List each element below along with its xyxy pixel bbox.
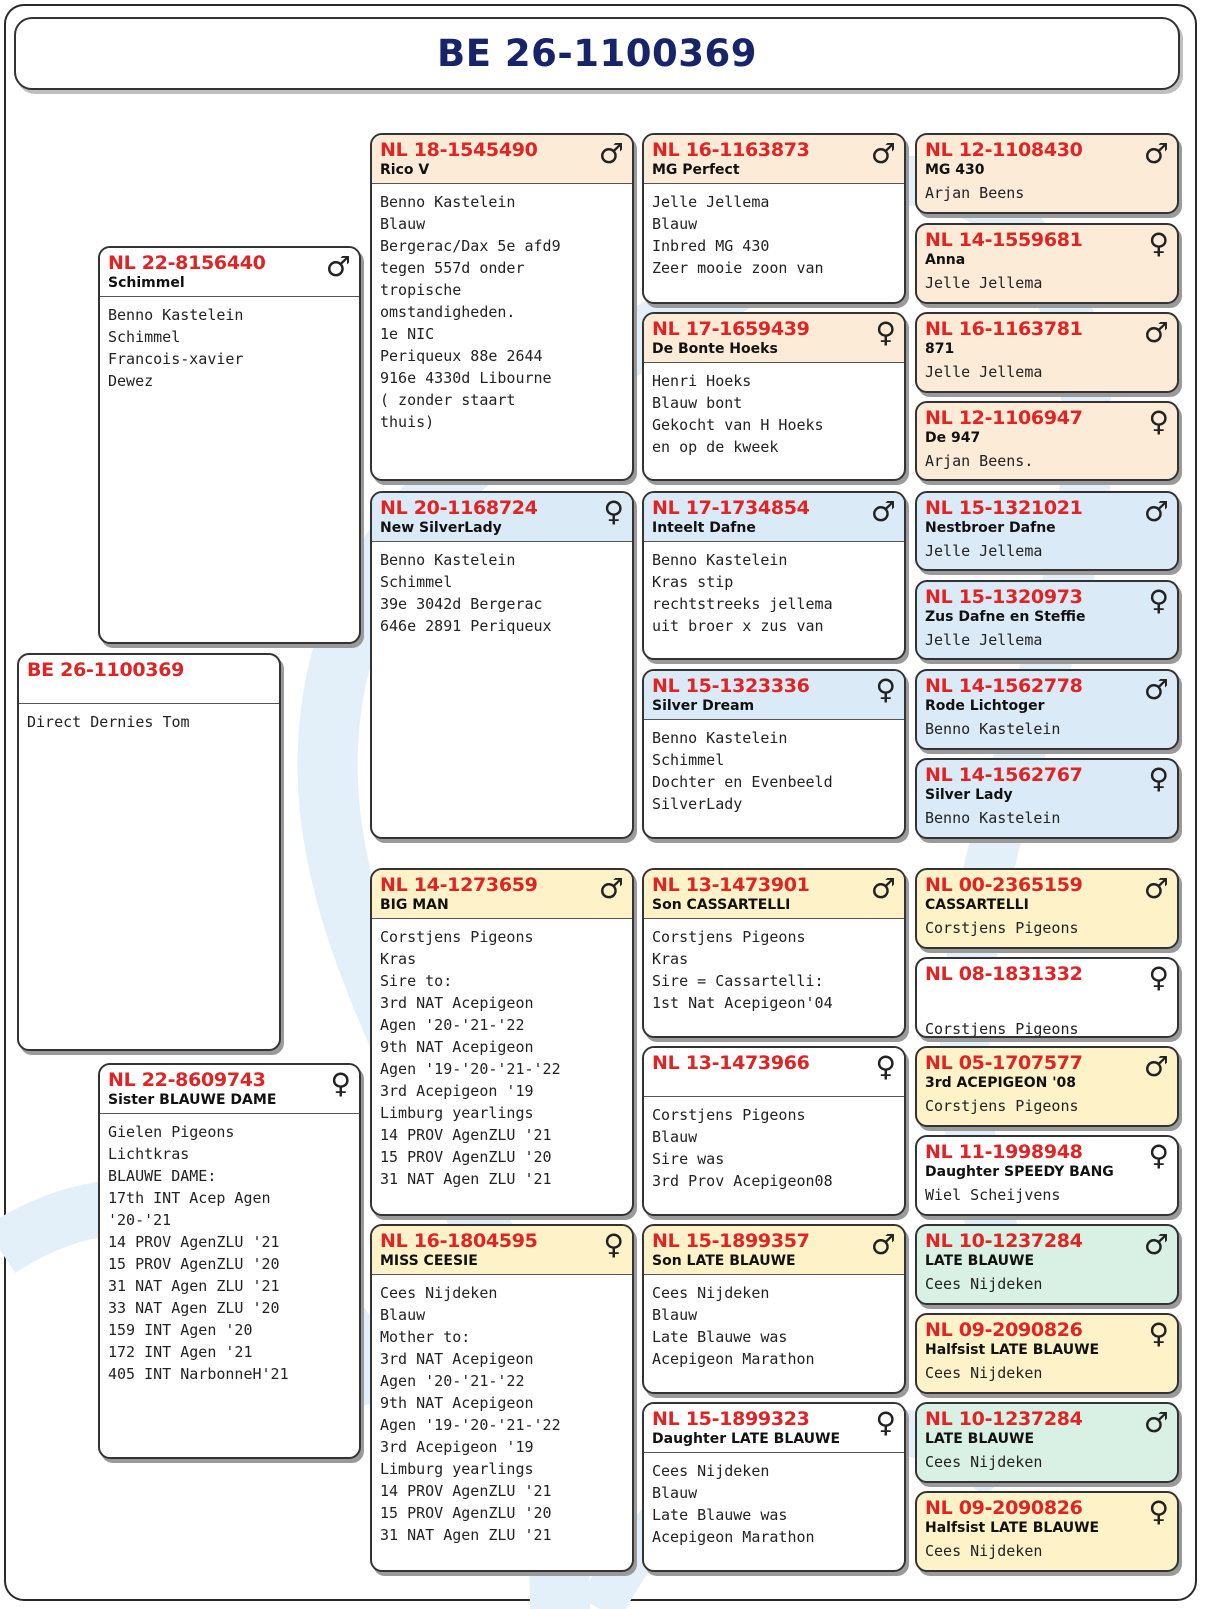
ring-number: NL 15-1899357	[652, 1230, 810, 1252]
pigeon-card-sire-sire	[370, 133, 634, 481]
sex-symbol-icon: ♂	[598, 137, 624, 170]
ring-number: NL 14-1562767	[925, 764, 1083, 786]
ring-number: NL 12-1108430	[925, 139, 1083, 161]
pigeon-name	[917, 985, 1177, 1007]
note-line: '20-'21	[108, 1211, 172, 1229]
sex-symbol-icon: ♂	[870, 137, 896, 170]
card-header	[100, 1065, 359, 1114]
pigeon-name: Silver Lady	[925, 787, 1013, 803]
ring-number: NL 00-2365159	[925, 874, 1083, 896]
sex-symbol-icon: ♀	[1148, 961, 1169, 994]
pigeon-card-dss	[642, 868, 906, 1038]
note-line: Zeer mooie zoon van	[652, 259, 824, 277]
card-notes	[644, 1453, 904, 1548]
pigeon-card-gen4-14	[915, 1313, 1179, 1394]
pigeon-card-gen4-15	[915, 1402, 1179, 1483]
pigeon-card-sss	[642, 133, 906, 304]
note-line: 916e 4330d Libourne	[380, 369, 552, 387]
note-line: Benno Kastelein	[108, 306, 244, 324]
pigeon-name: Son CASSARTELLI	[652, 897, 791, 913]
ring-number: NL 10-1237284	[925, 1408, 1083, 1430]
note-line: Corstjens Pigeons	[925, 1020, 1079, 1038]
note-line: Kras	[652, 950, 689, 968]
note-line: BLAUWE DAME:	[108, 1167, 217, 1185]
note-line: SilverLady	[652, 795, 743, 813]
pigeon-card-gen4-7	[915, 669, 1179, 750]
note-line: Cees Nijdeken	[652, 1284, 770, 1302]
sex-symbol-icon: ♀	[875, 1406, 896, 1439]
sex-symbol-icon: ♂	[1143, 1050, 1169, 1083]
note-line: Dochter en Evenbeeld	[652, 773, 833, 791]
ring-number: NL 18-1545490	[380, 139, 538, 161]
pigeon-name: LATE BLAUWE	[925, 1431, 1035, 1447]
note-line: Limburg yearlings	[380, 1104, 534, 1122]
note-line: 159 INT Agen '20	[108, 1321, 253, 1339]
card-notes	[917, 362, 1177, 382]
sex-symbol-icon: ♀	[875, 673, 896, 706]
note-line: 31 NAT Agen ZLU '21	[380, 1170, 552, 1188]
sex-symbol-icon: ♀	[603, 1228, 624, 1261]
pigeon-card-gen4-5	[915, 491, 1179, 571]
note-line: Dewez	[108, 372, 154, 390]
pigeon-name: Daughter LATE BLAUWE	[652, 1431, 841, 1447]
sex-symbol-icon: ♂	[1143, 872, 1169, 905]
card-header	[917, 1137, 1177, 1185]
note-line: Jelle Jellema	[925, 542, 1043, 560]
note-line: Direct Dernies Tom	[27, 713, 190, 731]
note-line: Late Blauwe was	[652, 1328, 788, 1346]
card-header	[917, 959, 1177, 1007]
note-line: 15 PROV AgenZLU '20	[108, 1255, 280, 1273]
pigeon-name: 871	[925, 341, 955, 357]
pigeon-card-gen4-16	[915, 1491, 1179, 1572]
note-line: tropische	[380, 281, 462, 299]
sex-symbol-icon: ♀	[875, 1050, 896, 1083]
card-header	[372, 870, 632, 919]
ring-number: NL 14-1559681	[925, 229, 1083, 251]
ring-number: NL 15-1320973	[925, 586, 1083, 608]
note-line: Benno Kastelein	[380, 193, 516, 211]
pigeon-name: Zus Dafne en Steffie	[925, 609, 1086, 625]
card-notes	[917, 1274, 1177, 1294]
ring-number: NL 09-2090826	[925, 1319, 1083, 1341]
note-line: Arjan Beens.	[925, 452, 1034, 470]
pigeon-card-gen4-10	[915, 957, 1179, 1038]
note-line: Corstjens Pigeons	[925, 919, 1079, 937]
pigeon-card-gen4-6	[915, 580, 1179, 660]
card-notes	[917, 1096, 1177, 1116]
pigeon-name: MG Perfect	[652, 162, 740, 178]
note-line: Corstjens Pigeons	[652, 1106, 806, 1124]
pigeon-card-sire	[98, 246, 361, 644]
note-line: 3rd NAT Acepigeon	[380, 994, 534, 1012]
pigeon-name: Anna	[925, 252, 966, 268]
note-line: Acepigeon Marathon	[652, 1350, 815, 1368]
pigeon-name: MG 430	[925, 162, 985, 178]
card-header	[644, 135, 904, 184]
note-line: 31 NAT Agen ZLU '21	[108, 1277, 280, 1295]
note-line: tegen 557d onder	[380, 259, 525, 277]
note-line: Cees Nijdeken	[652, 1462, 770, 1480]
note-line: Corstjens Pigeons	[925, 1097, 1079, 1115]
note-line: Mother to:	[380, 1328, 471, 1346]
pigeon-name: Rico V	[380, 162, 430, 178]
ring-number: NL 17-1734854	[652, 497, 810, 519]
ring-number: NL 17-1659439	[652, 318, 810, 340]
note-line: 3rd Acepigeon '19	[380, 1082, 534, 1100]
sex-symbol-icon: ♀	[1148, 762, 1169, 795]
pigeon-card-gen4-3	[915, 312, 1179, 393]
sex-symbol-icon: ♂	[1143, 1406, 1169, 1439]
note-line: Limburg yearlings	[380, 1460, 534, 1478]
card-header	[19, 655, 279, 704]
sex-symbol-icon: ♀	[1148, 227, 1169, 260]
card-notes	[917, 1452, 1177, 1472]
note-line: Cees Nijdeken	[925, 1542, 1043, 1560]
pigeon-name: Nestbroer Dafne	[925, 520, 1056, 536]
note-line: 1e NIC	[380, 325, 435, 343]
note-line: uit broer x zus van	[652, 617, 824, 635]
ring-number: NL 08-1831332	[925, 963, 1083, 985]
ring-number: NL 15-1323336	[652, 675, 810, 697]
note-line: Periqueux 88e 2644	[380, 347, 543, 365]
note-line: omstandigheden.	[380, 303, 516, 321]
pigeon-card-dam	[98, 1063, 361, 1459]
note-line: Jelle Jellema	[652, 193, 770, 211]
note-line: Jelle Jellema	[925, 631, 1043, 649]
ring-number: NL 22-8609743	[108, 1069, 266, 1091]
sex-symbol-icon: ♀	[1148, 1139, 1169, 1172]
pigeon-card-dds	[642, 1224, 906, 1394]
note-line: Blauw bont	[652, 394, 743, 412]
pigeon-card-dsd	[642, 1046, 906, 1216]
card-header	[917, 403, 1177, 451]
pigeon-name: BIG MAN	[380, 897, 449, 913]
note-line: Blauw	[652, 1128, 698, 1146]
note-line: Sire to:	[380, 972, 453, 990]
card-notes	[917, 273, 1177, 293]
pigeon-name: Sister BLAUWE DAME	[108, 1092, 277, 1108]
sex-symbol-icon: ♀	[1148, 405, 1169, 438]
pigeon-name: Son LATE BLAUWE	[652, 1253, 796, 1269]
sex-symbol-icon: ♀	[1148, 1495, 1169, 1528]
card-notes	[917, 630, 1177, 650]
card-notes	[644, 184, 904, 279]
pigeon-name: Schimmel	[108, 275, 185, 291]
note-line: Benno Kastelein	[925, 809, 1061, 827]
card-notes	[917, 1185, 1177, 1205]
note-line: 33 NAT Agen ZLU '20	[108, 1299, 280, 1317]
sex-symbol-icon: ♀	[875, 316, 896, 349]
sex-symbol-icon: ♀	[603, 495, 624, 528]
card-notes	[917, 541, 1177, 561]
card-notes	[19, 704, 279, 733]
note-line: Benno Kastelein	[380, 551, 516, 569]
note-line: Francois-xavier	[108, 350, 244, 368]
sex-symbol-icon: ♀	[1148, 584, 1169, 617]
note-line: Sire was	[652, 1150, 725, 1168]
card-header	[644, 671, 904, 720]
ring-number: NL 11-1998948	[925, 1141, 1083, 1163]
sex-symbol-icon: ♀	[1148, 1317, 1169, 1350]
card-notes	[100, 1114, 359, 1385]
note-line: Cees Nijdeken	[925, 1364, 1043, 1382]
ring-number: NL 15-1899323	[652, 1408, 810, 1430]
card-notes	[917, 719, 1177, 739]
ring-number: NL 05-1707577	[925, 1052, 1083, 1074]
note-line: Benno Kastelein	[925, 720, 1061, 738]
sex-symbol-icon: ♂	[598, 872, 624, 905]
note-line: Gielen Pigeons	[108, 1123, 235, 1141]
note-line: 14 PROV AgenZLU '21	[380, 1482, 552, 1500]
ring-number: NL 16-1804595	[380, 1230, 538, 1252]
pigeon-card-subject	[17, 653, 281, 1051]
sex-symbol-icon: ♂	[870, 1228, 896, 1261]
pigeon-card-sds	[642, 491, 906, 660]
ring-number: NL 14-1562778	[925, 675, 1083, 697]
note-line: Blauw	[652, 215, 698, 233]
note-line: 15 PROV AgenZLU '20	[380, 1504, 552, 1522]
card-notes	[644, 1097, 904, 1192]
note-line: 646e 2891 Periqueux	[380, 617, 552, 635]
pigeon-name: Silver Dream	[652, 698, 755, 714]
card-header	[917, 493, 1177, 541]
sex-symbol-icon: ♂	[870, 495, 896, 528]
sex-symbol-icon: ♂	[1143, 673, 1169, 706]
note-line: Agen '19-'20-'21-'22	[380, 1060, 561, 1078]
sex-symbol-icon: ♂	[1143, 316, 1169, 349]
note-line: Henri Hoeks	[652, 372, 752, 390]
note-line: Blauw	[380, 215, 426, 233]
note-line: Agen '20-'21-'22	[380, 1372, 525, 1390]
note-line: 17th INT Acep Agen	[108, 1189, 271, 1207]
card-header	[644, 314, 904, 363]
card-header	[917, 225, 1177, 273]
note-line: 1st Nat Acepigeon'04	[652, 994, 833, 1012]
card-header	[644, 870, 904, 919]
card-header	[917, 135, 1177, 183]
note-line: Jelle Jellema	[925, 274, 1043, 292]
note-line: en op de kweek	[652, 438, 779, 456]
card-header	[917, 1226, 1177, 1274]
card-header	[644, 1404, 904, 1453]
ring-number: NL 13-1473966	[652, 1052, 810, 1074]
pigeon-card-gen4-12	[915, 1135, 1179, 1216]
card-notes	[917, 1541, 1177, 1561]
card-header	[917, 1315, 1177, 1363]
pigeon-card-dam-sire	[370, 868, 634, 1216]
card-header	[372, 493, 632, 542]
ring-number: NL 16-1163873	[652, 139, 810, 161]
note-line: Kras stip	[652, 573, 734, 591]
note-line: Acepigeon Marathon	[652, 1528, 815, 1546]
pigeon-name: Halfsist LATE BLAUWE	[925, 1520, 1100, 1536]
card-header	[644, 1048, 904, 1097]
card-notes	[372, 919, 632, 1190]
sex-symbol-icon: ♂	[1143, 137, 1169, 170]
card-header	[372, 135, 632, 184]
note-line: Schimmel	[652, 751, 725, 769]
card-notes	[917, 451, 1177, 471]
pigeon-name: 3rd ACEPIGEON '08	[925, 1075, 1076, 1091]
ring-number: NL 13-1473901	[652, 874, 810, 896]
page-title: BE 26-1100369	[437, 32, 757, 75]
pigeon-name: New SilverLady	[380, 520, 502, 536]
pigeon-name	[644, 1074, 904, 1096]
note-line: Wiel Scheijvens	[925, 1186, 1061, 1204]
note-line: Cees Nijdeken	[925, 1275, 1043, 1293]
pigeon-card-gen4-2	[915, 223, 1179, 304]
pigeon-name: Rode Lichtoger	[925, 698, 1045, 714]
ring-number: BE 26-1100369	[27, 659, 185, 681]
note-line: Late Blauwe was	[652, 1506, 788, 1524]
note-line: Cees Nijdeken	[380, 1284, 498, 1302]
sex-symbol-icon: ♂	[1143, 495, 1169, 528]
card-notes	[917, 808, 1177, 828]
card-header	[917, 582, 1177, 630]
pigeon-card-dam-dam	[370, 1224, 634, 1572]
pigeon-card-ssd	[642, 312, 906, 481]
card-header	[917, 671, 1177, 719]
pigeon-name: Inteelt Dafne	[652, 520, 756, 536]
card-notes	[644, 363, 904, 458]
ring-number: NL 15-1321021	[925, 497, 1083, 519]
sex-symbol-icon: ♀	[330, 1067, 351, 1100]
card-header	[917, 870, 1177, 918]
note-line: Corstjens Pigeons	[652, 928, 806, 946]
card-header	[917, 1404, 1177, 1452]
note-line: 39e 3042d Bergerac	[380, 595, 543, 613]
note-line: 31 NAT Agen ZLU '21	[380, 1526, 552, 1544]
card-notes	[917, 1363, 1177, 1383]
note-line: Schimmel	[108, 328, 181, 346]
note-line: 3rd Acepigeon '19	[380, 1438, 534, 1456]
note-line: Kras	[380, 950, 417, 968]
note-line: Gekocht van H Hoeks	[652, 416, 824, 434]
card-header	[100, 248, 359, 297]
pigeon-name: Daughter SPEEDY BANG	[925, 1164, 1114, 1180]
note-line: Schimmel	[380, 573, 453, 591]
note-line: Lichtkras	[108, 1145, 190, 1163]
sex-symbol-icon: ♂	[325, 250, 351, 283]
pigeon-card-ddd	[642, 1402, 906, 1572]
note-line: Blauw	[652, 1306, 698, 1324]
note-line: Corstjens Pigeons	[380, 928, 534, 946]
note-line: ( zonder staart	[380, 391, 516, 409]
note-line: 15 PROV AgenZLU '20	[380, 1148, 552, 1166]
card-notes	[644, 542, 904, 637]
card-notes	[372, 184, 632, 433]
note-line: Agen '19-'20-'21-'22	[380, 1416, 561, 1434]
pigeon-card-gen4-9	[915, 868, 1179, 949]
note-line: rechtstreeks jellema	[652, 595, 833, 613]
card-notes	[644, 919, 904, 1014]
ring-number: NL 10-1237284	[925, 1230, 1083, 1252]
card-header	[644, 493, 904, 542]
pigeon-name: De Bonte Hoeks	[652, 341, 778, 357]
card-notes	[917, 183, 1177, 203]
pigeon-card-gen4-8	[915, 758, 1179, 839]
note-line: 9th NAT Acepigeon	[380, 1038, 534, 1056]
pigeon-name: CASSARTELLI	[925, 897, 1029, 913]
card-header	[917, 314, 1177, 362]
note-line: Benno Kastelein	[652, 551, 788, 569]
note-line: thuis)	[380, 413, 435, 431]
pigeon-card-sdd	[642, 669, 906, 839]
note-line: 14 PROV AgenZLU '21	[108, 1233, 280, 1251]
card-header	[644, 1226, 904, 1275]
card-header	[917, 1048, 1177, 1096]
pigeon-card-gen4-1	[915, 133, 1179, 214]
sex-symbol-icon: ♂	[1143, 1228, 1169, 1261]
title-banner	[14, 17, 1180, 90]
note-line: Blauw	[652, 1484, 698, 1502]
ring-number: NL 14-1273659	[380, 874, 538, 896]
note-line: 3rd Prov Acepigeon08	[652, 1172, 833, 1190]
note-line: Blauw	[380, 1306, 426, 1324]
pigeon-name: MISS CEESIE	[380, 1253, 478, 1269]
pigeon-name	[19, 681, 279, 703]
pigeon-name: Halfsist LATE BLAUWE	[925, 1342, 1100, 1358]
note-line: Agen '20-'21-'22	[380, 1016, 525, 1034]
note-line: Cees Nijdeken	[925, 1453, 1043, 1471]
pigeon-name: LATE BLAUWE	[925, 1253, 1035, 1269]
note-line: Benno Kastelein	[652, 729, 788, 747]
card-notes	[917, 1007, 1177, 1038]
note-line: 172 INT Agen '21	[108, 1343, 253, 1361]
pigeon-card-gen4-13	[915, 1224, 1179, 1305]
note-line: Bergerac/Dax 5e afd9	[380, 237, 561, 255]
card-notes	[372, 542, 632, 637]
card-header	[917, 1493, 1177, 1541]
ring-number: NL 20-1168724	[380, 497, 538, 519]
note-line: 3rd NAT Acepigeon	[380, 1350, 534, 1368]
card-notes	[100, 297, 359, 392]
pigeon-card-sire-dam	[370, 491, 634, 839]
card-notes	[644, 1275, 904, 1370]
note-line: Inbred MG 430	[652, 237, 770, 255]
ring-number: NL 16-1163781	[925, 318, 1083, 340]
note-line: Sire = Cassartelli:	[652, 972, 824, 990]
pigeon-name: De 947	[925, 430, 981, 446]
pigeon-card-gen4-11	[915, 1046, 1179, 1127]
ring-number: NL 12-1106947	[925, 407, 1083, 429]
note-line: 9th NAT Acepigeon	[380, 1394, 534, 1412]
sex-symbol-icon: ♂	[870, 872, 896, 905]
pigeon-card-gen4-4	[915, 401, 1179, 481]
ring-number: NL 09-2090826	[925, 1497, 1083, 1519]
card-header	[372, 1226, 632, 1275]
card-notes	[917, 918, 1177, 938]
note-line: Jelle Jellema	[925, 363, 1043, 381]
note-line: 14 PROV AgenZLU '21	[380, 1126, 552, 1144]
note-line: 405 INT NarbonneH'21	[108, 1365, 289, 1383]
ring-number: NL 22-8156440	[108, 252, 266, 274]
card-header	[917, 760, 1177, 808]
card-notes	[644, 720, 904, 815]
card-notes	[372, 1275, 632, 1546]
note-line: Arjan Beens	[925, 184, 1025, 202]
